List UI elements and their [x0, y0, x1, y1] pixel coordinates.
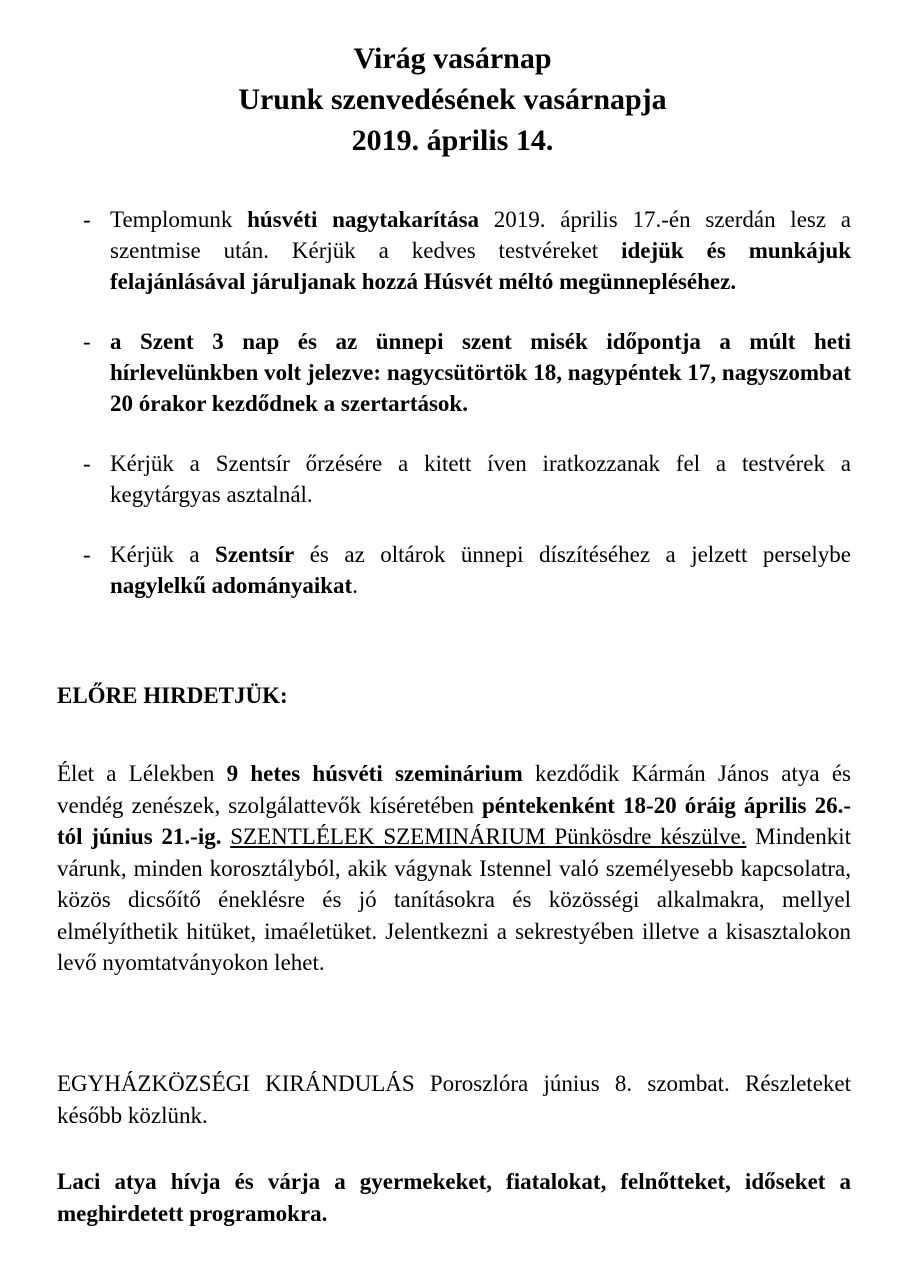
bullet-dash: - [83, 329, 91, 354]
seminar-paragraph [57, 758, 851, 979]
announce-heading: ELŐRE HIRDETJÜK: [57, 683, 288, 708]
invitation-paragraph: Laci atya hívja és várja a gyermekeket, fiatalokat, felnőtteket, időseket a meghirdetett programokra. [57, 1169, 851, 1226]
bullet-dash: - [83, 207, 91, 232]
notice-text: 2019. április 17.-én szerdán lesz a szentmise után. Kérjük a kedves testvéreket [110, 207, 851, 263]
seminar-title-underlined: SZENTLÉLEK SZEMINÁRIUM Pünkösdre készülve. [230, 824, 747, 849]
notice-bold: idejük és munkájuk felajánlásával járuljanak hozzá Húsvét méltó megünnepléséhez. [110, 238, 851, 294]
notice-item-holy-days [83, 326, 851, 419]
page-title [0, 38, 905, 161]
paragraph-text: Élet a Lélekben [57, 761, 227, 786]
title-line-1: Virág vasárnap [353, 42, 552, 75]
notice-item-tomb-watch [83, 448, 851, 510]
notice-item-cleaning [83, 204, 851, 297]
bullet-dash: - [83, 542, 91, 567]
notice-text: és az oltárok ünnepi díszítéséhez a jelzett perselybe [294, 542, 851, 567]
paragraph-text: kezdődik Kármán János atya és vendég zenészek, szolgálattevők kíséretében [57, 761, 852, 818]
notice-item-donations [83, 539, 851, 601]
notice-bold: Szentsír [215, 542, 295, 567]
notice-bold: a Szent 3 nap és az ünnepi szent misék időpontja a múlt heti hírlevelünkben volt jelezve: nagycsütörtök 18, nagypéntek 17, nagyszombat 20 órakor kezdődnek a szertartások. [110, 329, 851, 416]
notice-list [83, 204, 851, 630]
notice-bold: húsvéti nagytakarítása [247, 207, 480, 232]
title-line-3: 2019. április 14. [351, 124, 554, 157]
paragraph-bold: 9 hetes húsvéti szeminárium [226, 761, 523, 786]
bullet-dash: - [83, 451, 91, 476]
notice-text: Templomunk [110, 207, 248, 232]
notice-bold: nagylelkű adományaikat [110, 573, 353, 598]
paragraph-text [221, 824, 230, 849]
title-line-2: Urunk szenvedésének vasárnapja [238, 83, 667, 116]
excursion-paragraph: EGYHÁZKÖZSÉGI KIRÁNDULÁS Poroszlóra június 8. szombat. Részleteket később közlünk. [57, 1071, 851, 1128]
notice-text: Kérjük a [110, 542, 216, 567]
notice-text: . [352, 573, 358, 598]
paragraph-bold: péntekenként 18-20 óráig április 26.-tól június 21.-ig. [57, 792, 851, 849]
notice-text: Kérjük a Szentsír őrzésére a kitett íven iratkozzanak fel a testvérek a kegytárgyas asztalnál. [110, 451, 851, 507]
paragraph-text: Mindenkit várunk, minden korosztályból, akik vágynak Istennel való személyesebb kapcsolatra, közös dicsőítő éneklésre és jó tanításokra és közösségi alkalmakra, mellyel elmélyíthetik hitüket, imaéletüket. Jelentkezni a sekrestyében illetve a kisasztalokon levő nyomtatványokon lehet. [57, 824, 851, 975]
